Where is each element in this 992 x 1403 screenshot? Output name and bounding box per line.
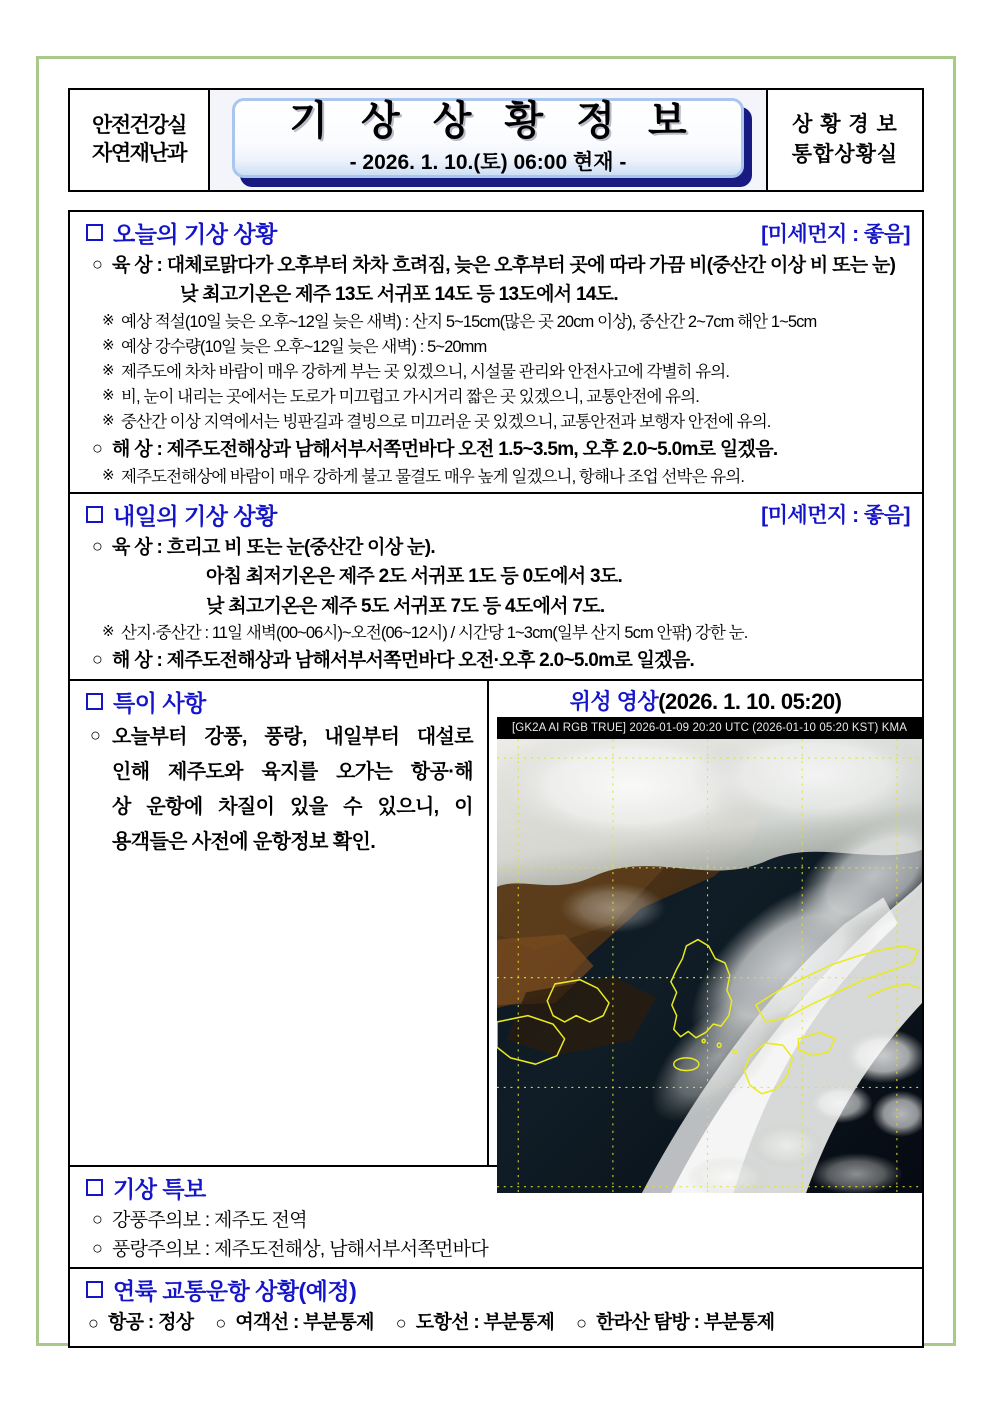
today-land-label: 육 상 : — [112, 255, 163, 276]
section-transport-title-group — [86, 1273, 356, 1306]
transport-item-ferry — [396, 1308, 554, 1338]
today-detail-1: 예상 강수량(10일 늦은 오후~12일 늦은 새벽) : 5~20mm — [121, 337, 487, 356]
checkbox-icon — [86, 506, 103, 523]
alert-text-1: 풍랑주의보 : 제주도전해상, 남해서부서쪽먼바다 — [112, 1239, 488, 1261]
special-note-line2: 인해 제주도와 육지를 오가는 항공·해 — [112, 760, 473, 783]
asterisk-icon: ※ — [102, 311, 114, 329]
bullet-circle-icon: ○ — [88, 1313, 99, 1334]
section-special-and-satellite — [70, 681, 922, 1167]
bullet-circle-icon: ○ — [92, 535, 103, 556]
tomorrow-land-line1: 흐리고 비 또는 눈(중산간 이상 눈). — [166, 536, 435, 558]
checkbox-icon — [86, 693, 103, 710]
today-sea-text — [112, 435, 910, 464]
page-subtitle-datetime: - 2026. 1. 10.(토) 06:00 현재 - — [349, 150, 627, 174]
bullet-circle-icon: ○ — [395, 1313, 406, 1334]
document-header — [68, 88, 924, 192]
section-tomorrow — [70, 494, 922, 681]
satellite-image — [497, 739, 922, 1193]
bullet-circle-icon: ○ — [92, 1208, 103, 1229]
satellite-heading — [489, 681, 922, 716]
today-sea-label: 해 상 : — [112, 439, 163, 461]
special-note-line3: 상 운항에 차질이 있을 수 있으니, 이 — [112, 795, 473, 818]
special-note-line4: 용객들은 사전에 운항정보 확인. — [112, 830, 376, 853]
header-department-cell — [70, 90, 210, 190]
section-special-title-group — [86, 685, 206, 718]
today-sea-line — [70, 435, 922, 464]
section-tomorrow-title: 내일의 기상 상황 — [113, 502, 277, 529]
section-alerts-title: 기상 특보 — [113, 1175, 206, 1202]
tomorrow-land-line2: 아침 최저기온은 제주 2도 서귀포 1도 등 0도에서 3도. — [206, 566, 623, 588]
section-transport-header — [70, 1269, 922, 1308]
satellite-caption: [GK2A AI RGB TRUE] 2026-01-09 20:20 UTC (2026-01-10 05:20 KST) KMA — [497, 717, 922, 739]
department-office: 안전건강실 — [92, 113, 186, 137]
transport-item-hallasan — [576, 1308, 774, 1338]
asterisk-icon: ※ — [102, 623, 114, 641]
today-detail-row — [70, 360, 922, 385]
transport-text-3: 한라산 탐방 : 부분통제 — [596, 1312, 775, 1334]
special-note-item — [70, 720, 487, 860]
today-detail-3: 비, 눈이 내리는 곳에서는 도로가 미끄럽고 가시거리 짧은 곳 있겠으니, 교통안전에 유의. — [121, 388, 699, 407]
tomorrow-min-temp-line — [70, 562, 922, 591]
section-special-title: 특이 사항 — [113, 689, 206, 716]
section-transport-title: 연륙 교통운항 상황(예정) — [113, 1278, 357, 1305]
tomorrow-detail: 산지·중산간 : 11일 새벽(00~06시)~오전(06~12시) / 시간당 1~3cm(일부 산지 5cm 안팎) 강한 눈. — [121, 624, 748, 643]
today-land-line — [70, 251, 922, 280]
today-sea-detail-row — [70, 465, 922, 492]
today-detail-row — [70, 310, 922, 335]
section-transport — [70, 1269, 922, 1338]
tomorrow-land-line3: 낮 최고기온은 제주 5도 서귀포 7도 등 4도에서 7도. — [206, 595, 605, 617]
checkbox-icon — [86, 1281, 103, 1298]
alert-item — [70, 1235, 922, 1267]
today-detail-0: 예상 적설(10일 늦은 오후~12일 늦은 새벽) : 산지 5~15cm(많은 곳 20cm 이상), 중산간 2~7cm 해안 1~5cm — [121, 312, 817, 331]
transport-text-2: 도항선 : 부분통제 — [415, 1312, 555, 1334]
bullet-circle-icon: ○ — [92, 1238, 103, 1259]
bullet-circle-icon: ○ — [576, 1313, 587, 1334]
report-body — [68, 210, 924, 1348]
special-note-line1: 오늘부터 강풍, 풍랑, 내일부터 대설로 — [112, 725, 473, 748]
section-tomorrow-title-group — [86, 498, 277, 531]
asterisk-icon: ※ — [102, 466, 114, 484]
satellite-image-container — [497, 717, 922, 1193]
tomorrow-land-text — [112, 533, 910, 562]
checkbox-icon — [86, 1179, 103, 1196]
satellite-datetime: (2026. 1. 10. 05:20) — [658, 688, 842, 714]
section-special-notes — [70, 681, 489, 1165]
transport-status-row — [70, 1308, 922, 1338]
bullet-circle-icon: ○ — [215, 1313, 226, 1334]
department-division: 자연재난과 — [92, 142, 186, 165]
asterisk-icon: ※ — [102, 336, 114, 354]
checkbox-icon — [86, 224, 103, 241]
tomorrow-sea-text — [112, 646, 910, 675]
asterisk-icon: ※ — [102, 387, 114, 405]
today-land-line2: 낮 최고기온은 제주 13도 서귀포 14도 등 13도에서 14도. — [180, 284, 618, 306]
situation-alert-label: 상 황 경 보 — [792, 112, 898, 136]
today-land-text — [112, 251, 910, 280]
tomorrow-sea-label: 해 상 : — [112, 650, 163, 672]
special-note-body — [112, 720, 473, 860]
today-sea-content: 제주도전해상과 남해서부서쪽먼바다 오전 1.5~3.5m, 오후 2.0~5.0m로 일겠음. — [166, 439, 778, 461]
today-land-temp-line — [70, 280, 922, 309]
tomorrow-sea-content: 제주도전해상과 남해서부서쪽먼바다 오전·오후 2.0~5.0m로 일겠음. — [166, 650, 695, 672]
section-satellite — [489, 681, 922, 1165]
transport-item-air — [88, 1308, 193, 1338]
section-today-header — [70, 212, 922, 251]
tomorrow-land-label: 육 상 : — [112, 536, 163, 558]
dust-badge-tomorrow: [미세먼지 : 좋음] — [761, 504, 910, 528]
section-today — [70, 212, 922, 494]
bullet-circle-icon: ○ — [92, 254, 103, 274]
bullet-circle-icon: ○ — [92, 438, 103, 459]
title-plate — [232, 98, 744, 178]
transport-text-1: 여객선 : 부분통제 — [235, 1312, 374, 1334]
situation-room-label: 통합상황실 — [791, 143, 899, 166]
bullet-circle-icon: ○ — [90, 724, 101, 745]
header-title-cell — [210, 90, 766, 190]
alert-item — [70, 1206, 922, 1235]
today-detail-row — [70, 335, 922, 360]
tomorrow-land-line — [70, 533, 922, 562]
section-today-title: 오늘의 기상 상황 — [113, 221, 277, 247]
today-detail-4: 중산간 이상 지역에서는 빙판길과 결빙으로 미끄러운 곳 있겠으니, 교통안전과 보행자 안전에 유의. — [121, 413, 771, 432]
title-plate-face — [232, 98, 744, 178]
satellite-image-graphic — [497, 739, 922, 1193]
header-situation-cell — [766, 90, 922, 190]
today-land-line1: 대체로맑다가 오후부터 차차 흐려짐, 늦은 오후부터 곳에 따라 가끔 비(중산간 이상 비 또는 눈) — [166, 255, 896, 276]
section-special-header — [70, 681, 487, 720]
asterisk-icon: ※ — [102, 412, 114, 430]
tomorrow-sea-line — [70, 646, 922, 678]
bullet-circle-icon: ○ — [92, 649, 103, 670]
today-sea-detail: 제주도전해상에 바람이 매우 강하게 불고 물결도 매우 높게 일겠으니, 항해나 조업 선박은 유의. — [121, 467, 745, 486]
transport-text-0: 항공 : 정상 — [108, 1312, 194, 1334]
alert-text-0: 강풍주의보 : 제주도 전역 — [112, 1209, 307, 1231]
section-alerts-title-group — [86, 1171, 206, 1204]
tomorrow-detail-row — [70, 621, 922, 646]
satellite-title: 위성 영상 — [569, 688, 659, 714]
dust-badge-today: [미세먼지 : 좋음] — [761, 222, 910, 246]
tomorrow-max-temp-line — [70, 592, 922, 621]
page-title: 기 상 상 황 정 보 — [289, 98, 698, 143]
section-tomorrow-header — [70, 494, 922, 533]
section-today-title-group — [86, 216, 277, 249]
today-detail-row — [70, 385, 922, 410]
today-detail-row — [70, 410, 922, 435]
transport-item-passenger-ship — [215, 1308, 373, 1338]
asterisk-icon: ※ — [102, 362, 114, 380]
today-detail-2: 제주도에 차차 바람이 매우 강하게 부는 곳 있겠으니, 시설물 관리와 안전사고에 각별히 유의. — [121, 363, 730, 382]
